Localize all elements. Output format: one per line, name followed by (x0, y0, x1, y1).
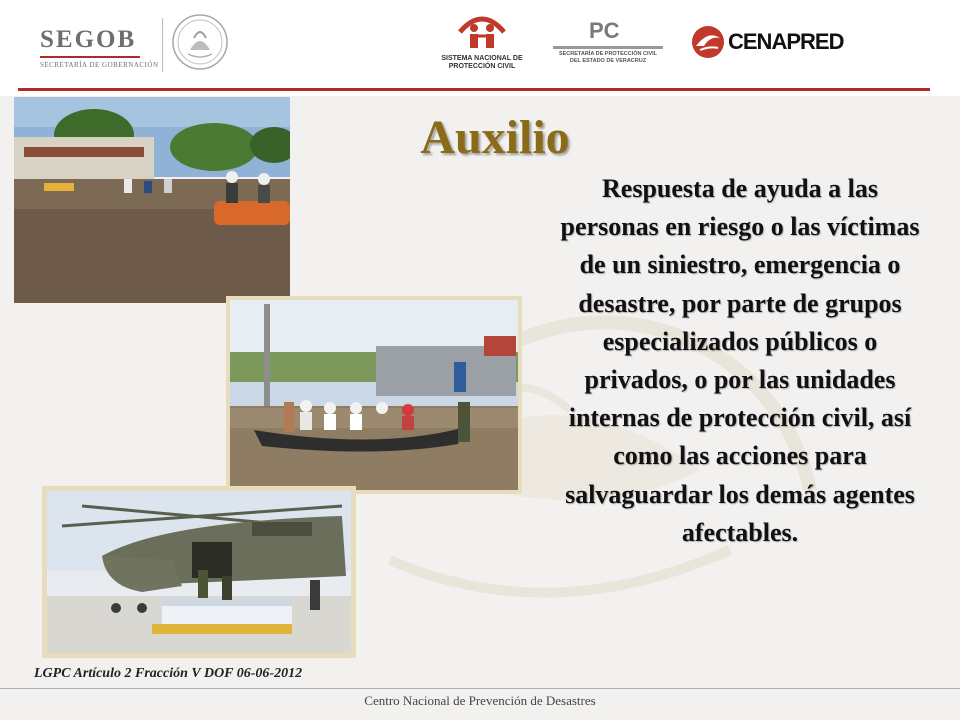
pc-title: PC (589, 18, 620, 43)
cenapred-logo (690, 24, 843, 60)
segob-title: SEGOB (40, 26, 137, 53)
segob-subtitle: SECRETARÍA DE GOBERNACIÓN (40, 61, 159, 69)
pc-line1: SECRETARÍA DE PROTECCIÓN CIVIL (558, 51, 658, 57)
flooded-street-photo (14, 97, 290, 303)
slide-header (0, 0, 960, 96)
helicopter-relief-photo (42, 486, 356, 658)
footer-rule (0, 688, 960, 689)
header-divider (162, 18, 163, 72)
pc-bar (553, 46, 663, 49)
sinaproc-line2: PROTECCIÓN CIVIL (448, 63, 516, 70)
civil-protection-house-icon (452, 10, 512, 50)
sinaproc-line1: SISTEMA NACIONAL DE (441, 55, 523, 62)
cenapred-name: CENAPRED (728, 29, 844, 54)
pc-line2: DEL ESTADO DE VERACRUZ (569, 57, 647, 64)
sinaproc-logo (440, 10, 524, 71)
segob-logo (40, 26, 159, 69)
mexico-coat-of-arms-icon (170, 12, 230, 77)
pc-veracruz-logo (553, 18, 663, 64)
slide-title: Auxilio (420, 111, 570, 164)
cenapred-swirl-icon (690, 24, 726, 60)
segob-accent-bar (40, 56, 140, 58)
header-accent-rule (18, 88, 930, 91)
rescue-boat-photo (226, 296, 522, 494)
footer-text: Centro Nacional de Prevención de Desastres (364, 693, 596, 708)
legal-reference: LGPC Artículo 2 Fracción V DOF 06-06-2012 (34, 666, 303, 681)
slide-definition: Respuesta de ayuda a las personas en riesgo o las víctimas de un siniestro, emergencia o desastre, por parte de grupos especializados públicos o privados, o por las unidades internas de protección civil, así como las acciones para salvaguardar los demás agentes afectables. (560, 174, 920, 547)
